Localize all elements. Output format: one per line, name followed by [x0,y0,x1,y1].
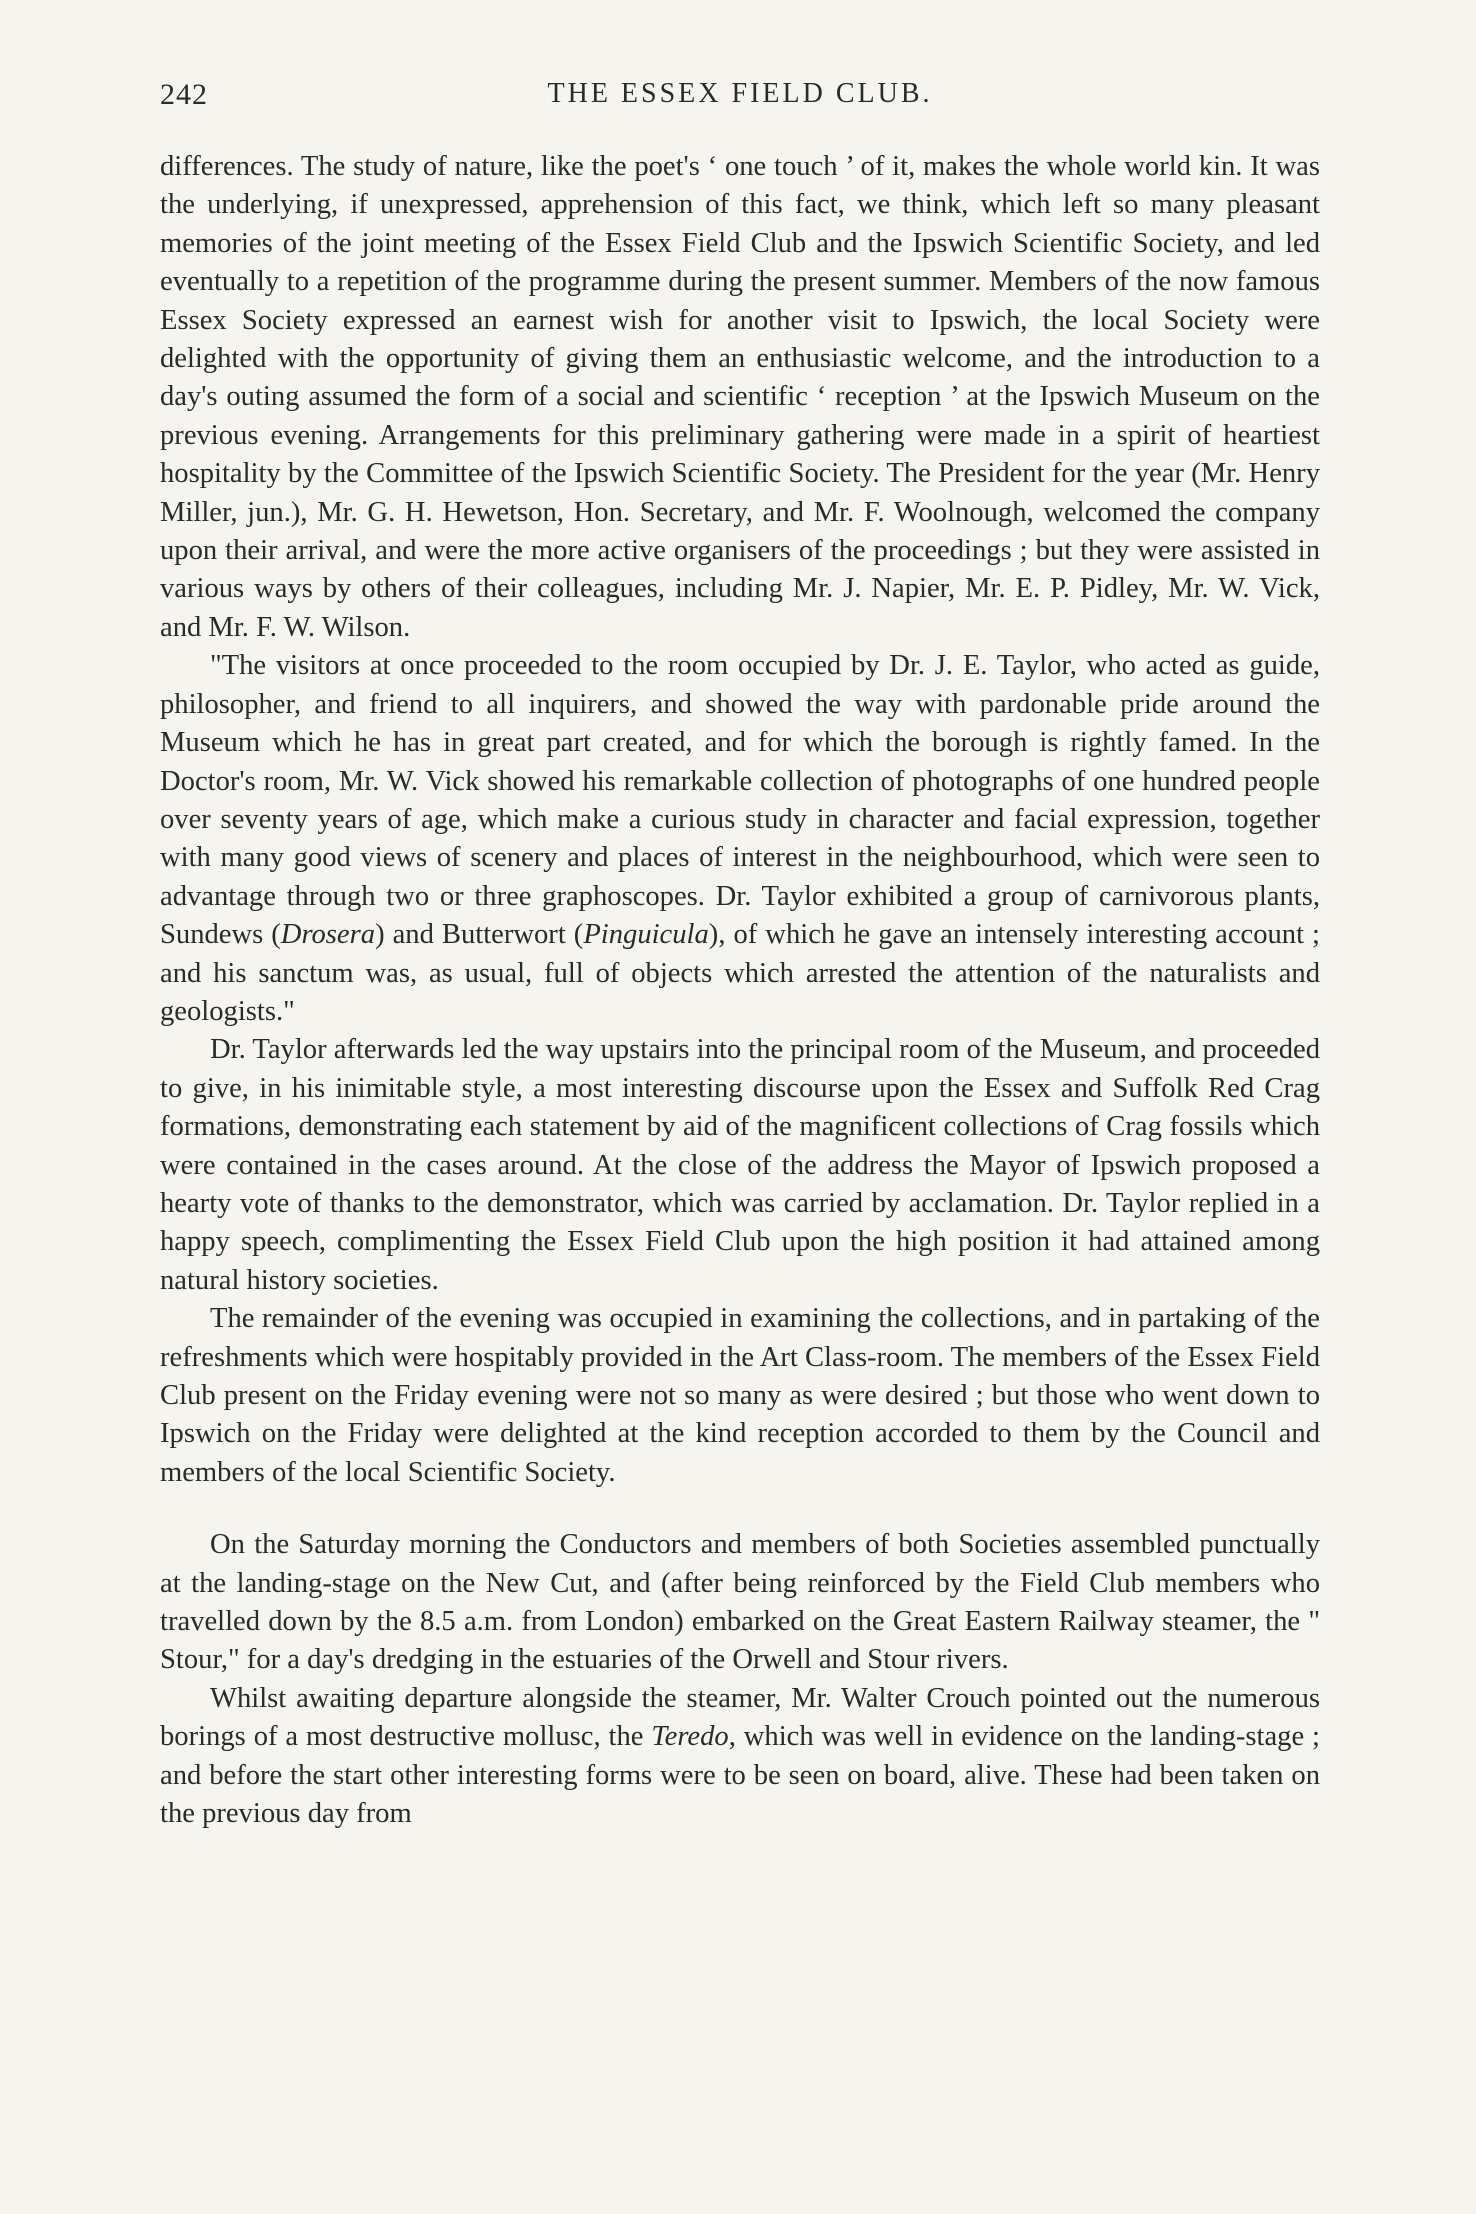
paragraph-2-end: ), of which he gave an intensely interesting account ; and his sanctum was, as usual, full of objects which arrested the attention of the naturalists and geologists." [160,919,1320,1027]
page-header [160,60,1320,130]
drosera-term: Drosera [280,919,376,951]
page-number: 242 [160,78,208,111]
paragraph-2-start: "The visitors at once proceeded to the room occupied by Dr. J. E. Taylor, who acted as guide, philosopher, and friend to all inquirers, and showed the way with pardonable pride around the Museum which he has in great part created, and for which the borough is rightly famed. In the Doctor's room, Mr. W. Vick showed his remarkable collection of photographs of one hundred people over seventy years of age, which make a curious study in character and facial expression, together with many good views of scenery and places of interest in the neighbourhood, which were seen to advantage through two or three graphoscopes. Dr. Taylor exhibited a group of carnivorous plants, Sundews ( [160,650,1320,951]
pinguicula-term: Pinguicula [583,919,709,951]
paragraph-6 [160,1680,1320,1834]
document-page [160,60,1320,1833]
paragraph-6-end: , which was well in evidence on the landing-stage ; and before the start other interesting forms were to be seen on board, alive. These had been taken on the previous day from [160,1721,1320,1830]
running-title: THE ESSEX FIELD CLUB. [547,78,933,109]
body-text [160,148,1320,1833]
paragraph-2 [160,647,1320,1031]
paragraph-4: The remainder of the evening was occupied in examining the collections, and in partaking of the refreshments which were hospitably provided in the Art Class-room. The members of the Essex Field Club present on the Friday evening were not so many as were desired ; but those who went down to Ipswich on the Friday were delighted at the kind reception accorded to them by the Council and members of the local Scientific Society. [160,1303,1320,1488]
paragraph-1: differences. The study of nature, like the poet's ‘ one touch ’ of it, makes the whole world kin. It was the underlying, if unexpressed, apprehension of this fact, we think, which left so many pleasant memories of the joint meeting of the Essex Field Club and the Ipswich Scientific Society, and led eventually to a repetition of the programme during the present summer. Members of the now famous Essex Society expressed an earnest wish for another visit to Ipswich, the local Society were delighted with the opportunity of giving them an enthusiastic welcome, and the introduction to a day's outing assumed the form of a social and scientific ‘ reception ’ at the Ipswich Museum on the previous evening. Arrangements for this preliminary gathering were made in a spirit of heartiest hospitality by the Committee of the Ipswich Scientific Society. The President for the year (Mr. Henry Miller, jun.), Mr. G. H. Hewetson, Hon. Secretary, and Mr. F. Woolnough, welcomed the company upon their arrival, and were the more active organisers of the proceedings ; but they were assisted in various ways by others of their colleagues, including Mr. J. Napier, Mr. E. P. Pidley, Mr. W. Vick, and Mr. F. W. Wilson. [160,151,1320,643]
paragraph-2-mid: ) and Butterwort ( [375,919,584,951]
paragraph-3: Dr. Taylor afterwards led the way upstairs into the principal room of the Museum, and proceeded to give, in his inimitable style, a most interesting discourse upon the Essex and Suffolk Red Crag formations, demonstrating each statement by aid of the magnificent collections of Crag fossils which were contained in the cases around. At the close of the address the Mayor of Ipswich proposed a hearty vote of thanks to the demonstrator, which was carried by acclamation. Dr. Taylor replied in a happy speech, complimenting the Essex Field Club upon the high position it had attained among natural history societies. [160,1034,1320,1296]
paragraph-6-start: Whilst awaiting departure alongside the steamer, Mr. Walter Crouch pointed out the numerous borings of a most destructive mollusc, the [160,1682,1320,1753]
teredo-term: Teredo [651,1721,729,1753]
paragraph-5: On the Saturday morning the Conductors and members of both Societies assembled punctually at the landing-stage on the New Cut, and (after being reinforced by the Field Club members who travelled down by the 8.5 a.m. from London) embarked on the Great Eastern Railway steamer, the " Stour," for a day's dredging in the estuaries of the Orwell and Stour rivers. [160,1529,1320,1676]
